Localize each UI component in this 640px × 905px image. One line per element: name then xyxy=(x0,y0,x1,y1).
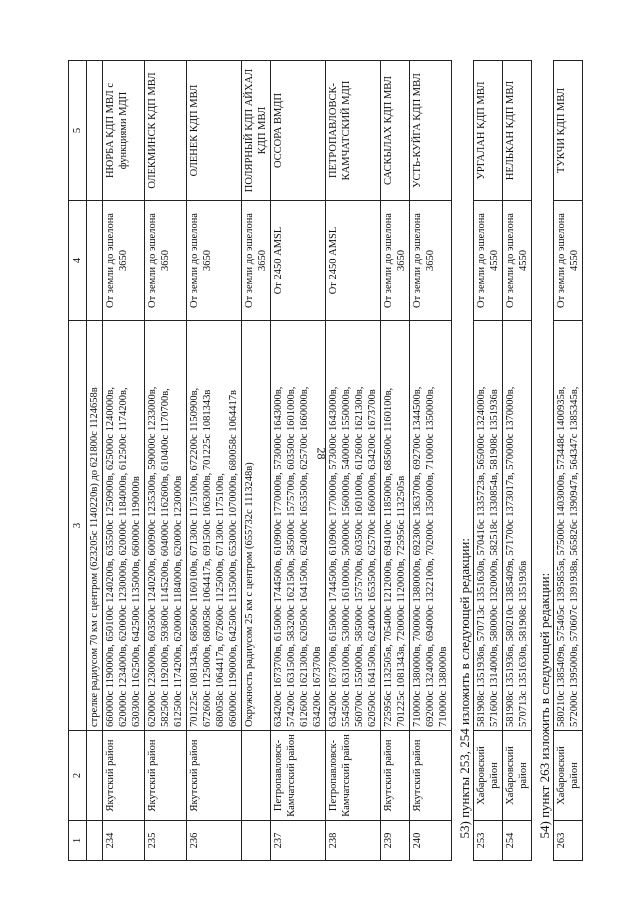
coordinate-line: 634200с 1673700в xyxy=(312,646,323,727)
coordinate-line: 572000с 1395000в, 570607с 1391938в, 565826с 1390947в, 564347с 1385345в, xyxy=(569,386,580,727)
header-row xyxy=(69,61,87,861)
coordinate-line: 580210с 1385409в, 575405с 1395855в, 575000с 1403000в, 573448с 1400935в, xyxy=(556,386,567,727)
row-number-cell: 263 xyxy=(554,821,583,861)
control-unit-cell: ОССОРА ВМДП xyxy=(271,61,326,201)
coordinate-line: 620500с 1641500в, 624000с 1653500в, 625700с 1660000в, 634200с 1673700в xyxy=(367,389,378,727)
control-unit-cell: УРГАЛАН КДП МВЛ xyxy=(474,61,503,201)
coordinate-line: 570713с 1351630в, 581908с 1351936в xyxy=(518,560,529,727)
page-number: 28 xyxy=(314,447,329,460)
row-number-cell: 234 xyxy=(103,821,145,861)
altitude-cell: От земли до эшелона 3650 xyxy=(410,201,452,321)
coordinates-cell xyxy=(410,321,452,731)
coordinate-line: 620000с 1230000в, 603500с 1240200в, 600900с 1235300в, 590000с 1233000в, xyxy=(147,386,158,727)
control-unit-cell: УСТЬ-КУЙГА КДП МВЛ xyxy=(410,61,452,201)
control-unit-cell: САСКЫЛАХ КДП МВЛ xyxy=(381,61,410,201)
header-cell: 3 xyxy=(69,321,87,731)
row-number-cell: 240 xyxy=(410,821,452,861)
district-cell: Якутский район xyxy=(381,731,410,821)
control-unit-cell: ПЕТРОПАВЛОВСК-КАМЧАТСКИЙ МДП xyxy=(326,61,381,201)
coordinate-line: 634200с 1673700в, 615000с 1744500в, 610900с 1770000в, 573000с 1643000в, xyxy=(273,386,284,727)
coordinate-line: 560700с 1550000в, 585000с 1575700в, 603500с 1601000в, 612600с 1621300в, xyxy=(354,386,365,727)
control-unit-cell: НЮРБА КДП МВЛ с функциями МДП xyxy=(103,61,145,201)
coordinate-line: 634200с 1673700в, 615000с 1744500в, 610900с 1770000в, 573000с 1643000в, xyxy=(328,386,339,727)
coordinate-line: 672600с 1125000в, 680058с 1064417в, 691500с 1063000в, 701225с 1081343в xyxy=(202,389,213,727)
coordinate-line: 574200с 1631500в, 583200с 1621500в, 585000с 1575700в, 603500с 1601000в, xyxy=(286,386,297,727)
table-row xyxy=(242,61,271,861)
table-row xyxy=(381,61,410,861)
coordinates-cell xyxy=(503,321,532,731)
table-body xyxy=(87,61,583,861)
coordinates-cell xyxy=(103,321,145,731)
header-cell: 4 xyxy=(69,201,87,321)
altitude-cell: От 2450 AMSL xyxy=(271,201,326,321)
row-number-cell: 235 xyxy=(145,821,187,861)
header-cell: 1 xyxy=(69,821,87,861)
table-row xyxy=(326,61,381,861)
coordinate-line: 620000с 1234000в, 620000с 1230000в, 620000с 1184000в, 612500с 1174200в, xyxy=(118,387,129,727)
altitude-cell: От земли до эшелона 4550 xyxy=(474,201,503,321)
table-row xyxy=(410,61,452,861)
district-cell: Петропавловск-Камчатский район xyxy=(326,731,381,821)
altitude-cell: От 2450 AMSL xyxy=(326,201,381,321)
row-number-cell: 238 xyxy=(326,821,381,861)
altitude-cell: От земли до эшелона 3650 xyxy=(242,201,271,321)
table-row xyxy=(271,61,326,861)
coordinates-cell xyxy=(381,321,410,731)
district-cell: Хабаровский район xyxy=(554,731,583,821)
coordinate-line: 660000с 1190000в, 650100с 1240200в, 635500с 1250900в, 625000с 1240000в, xyxy=(105,387,116,727)
coordinate-line: 701225с 1081343в, 720000с 1120000в, 725956с 1132505в xyxy=(396,475,407,727)
table-row xyxy=(145,61,187,861)
coordinates-cell xyxy=(187,321,242,731)
district-cell xyxy=(242,731,271,821)
amendment-note-text: 53) пункты 253, 254 изложить в следующей редакции: xyxy=(457,538,472,839)
coordinate-line: 582500с 1192000в, 593600с 1145200в, 604000с 1162600в, 610400с 1170700в, xyxy=(160,388,171,727)
district-cell: Хабаровский район xyxy=(474,731,503,821)
coordinate-line: 612600с 1621300в, 620500с 1641500в, 624000с 1653500в, 625700с 1660000в, xyxy=(299,386,310,727)
table-row xyxy=(474,61,503,861)
coordinate-line: 701225с 1081343в, 685600с 1160100в, 671300с 1175100в, 672200с 1150900в, xyxy=(189,387,200,727)
coordinate-line: 630300с 1162500в, 642500с 1135000в, 660000с 1190000в xyxy=(131,476,142,727)
altitude-cell: От земли до эшелона 3650 xyxy=(145,201,187,321)
coordinate-line: 554500с 1631000в, 530000с 1610000в, 500000с 1560000в, 540000с 1550000в, xyxy=(341,386,352,727)
coordinates-cell xyxy=(554,321,583,731)
coordinate-line: 612500с 1174200в, 620000с 1184000в, 620000с 1230000в xyxy=(173,475,184,727)
row-number-cell: 236 xyxy=(187,821,242,861)
header-cell: 5 xyxy=(69,61,87,201)
coordinate-line: 725956с 1132505в, 705400с 1212000в, 694100с 1185000в, 685600с 1160100в, xyxy=(383,387,394,727)
row-number-cell: 239 xyxy=(381,821,410,861)
coordinate-line: 581908с 1351936в, 570713с 1351630в, 570416с 1335723в, 565000с 1324000в, xyxy=(476,386,487,727)
altitude-cell: От земли до эшелона 4550 xyxy=(503,201,532,321)
amendment-note xyxy=(532,61,554,861)
coordinates-cell xyxy=(474,321,503,731)
coordinate-line: 571600с 1314000в, 580000с 1320000в, 582518с 1330854в, 581908с 1351936в xyxy=(489,389,500,727)
district-cell: Хабаровский район xyxy=(503,731,532,821)
district-cell: Якутский район xyxy=(103,731,145,821)
district-cell: Якутский район xyxy=(410,731,452,821)
coordinate-line: Окружность радиусом 25 км с центром (655732с 1113248в) xyxy=(244,462,255,727)
district-cell: Якутский район xyxy=(187,731,242,821)
control-unit-cell: ОЛЕКМИНСК КДП МВЛ xyxy=(145,61,187,201)
coordinate-line: 710000с 1380000в, 700000с 1380000в, 692300с 1363700в, 692700с 1344500в, xyxy=(412,386,423,727)
control-unit-cell: НЕЛЬКАН КДП МВЛ xyxy=(503,61,532,201)
row-number-cell: 237 xyxy=(271,821,326,861)
table-row xyxy=(103,61,145,861)
row-number-cell: 253 xyxy=(474,821,503,861)
control-unit-cell: ПОЛЯРНЫЙ КДП АЙХАЛ КДП МВЛ xyxy=(242,61,271,201)
coordinate-line: 710000с 1380000в xyxy=(438,646,449,727)
altitude-cell: От земли до эшелона 3650 xyxy=(103,201,145,321)
control-unit-cell xyxy=(87,61,103,201)
control-unit-cell: ОЛЕНЕК КДП МВЛ xyxy=(187,61,242,201)
row-number-cell xyxy=(242,821,271,861)
altitude-cell: От земли до эшелона 3650 xyxy=(381,201,410,321)
amendment-note xyxy=(452,61,474,861)
district-cell xyxy=(87,731,103,821)
altitude-cell: От земли до эшелона 3650 xyxy=(187,201,242,321)
row-number-cell xyxy=(87,821,103,861)
coordinates-cell xyxy=(326,321,381,731)
district-cell: Якутский район xyxy=(145,731,187,821)
coordinates-cell xyxy=(87,321,103,731)
row-number-cell: 254 xyxy=(503,821,532,861)
control-unit-cell: ТУКЧИ КДП МВЛ xyxy=(554,61,583,201)
district-cell: Петропавловск-Камчатский район xyxy=(271,731,326,821)
coordinates-cell xyxy=(271,321,326,731)
coordinate-line: стрелке радиусом 70 км с центром (623205с 1140220в) до 621800с 1124658в xyxy=(89,387,100,727)
header-cell: 2 xyxy=(69,731,87,821)
table-row xyxy=(87,61,103,861)
table-row xyxy=(187,61,242,861)
table-row xyxy=(503,61,532,861)
coordinates-cell xyxy=(145,321,187,731)
altitude-cell: От земли до эшелона 4550 xyxy=(554,201,583,321)
altitude-cell xyxy=(87,201,103,321)
rotated-document-page xyxy=(68,44,591,861)
coordinates-cell xyxy=(242,321,271,731)
coordinate-line: 581908с 1351936в, 580210с 1385409в, 571700с 1373017в, 570000с 1370000в, xyxy=(505,386,516,727)
amendment-note-text: 54) пункт 263 изложить в следующей редакции: xyxy=(537,572,552,839)
coordinate-line: 680058с 1064417в, 672600с 1125000в, 671300с 1175100в, xyxy=(215,473,226,727)
table-row xyxy=(554,61,583,861)
coordinate-line: 692000с 1324000в, 694000с 1322100в, 702000с 1350000в, 710000с 1350000в, xyxy=(425,386,436,727)
airspace-table xyxy=(68,60,583,861)
coordinate-line: 660000с 1190000в, 642500с 1135000в, 653000с 1070000в, 680058с 1064417в xyxy=(228,390,239,727)
